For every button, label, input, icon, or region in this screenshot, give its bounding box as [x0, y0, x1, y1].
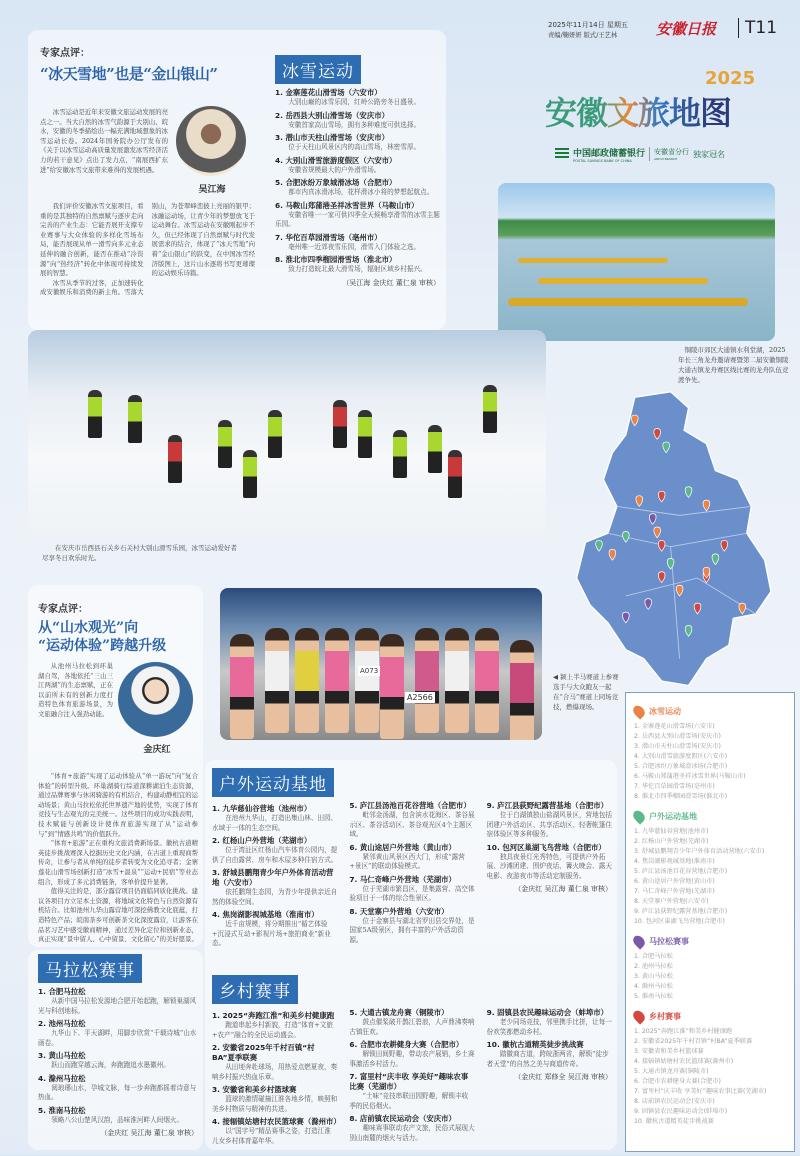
legend-item: 4. 接辐镇姑塘村农民篮球赛(滁州市) — [634, 1058, 734, 1065]
masthead — [548, 18, 793, 48]
item-desc: 致力打造皖北最大滑雪场，辐射区域乡村振兴。 — [288, 265, 427, 273]
item-desc: 都市内真冰滑冰场，花样滑冰小将的梦想起航点。 — [288, 188, 434, 196]
legend-item: 3. 潜山市天柱山滑雪场(安庆市) — [634, 743, 721, 750]
expert-body-cont — [40, 202, 255, 320]
legend-item: 2. 红杨山户外营地(芜湖市) — [634, 838, 709, 845]
skier-figure — [333, 400, 347, 448]
skier-figure — [218, 420, 232, 468]
legend-list — [634, 1027, 786, 1127]
list-item — [212, 910, 337, 949]
item-name: 6. 合肥市农耕健身大赛（合肥市） — [349, 1040, 464, 1049]
item-desc: 在池州九华山，打造出集山林、田园、水域于一体的生态空间。 — [212, 814, 338, 832]
legend-item: 8. 天堂寨户外营地(六安市) — [634, 898, 709, 905]
list-item — [212, 836, 337, 865]
logo-year: 2025 — [705, 68, 756, 89]
item-desc: 从新中国马拉松发源地合肥开始起跑，解锁巢湖风光与科创地标。 — [38, 997, 197, 1015]
expert-title-line2: “运动体验”跨越升级 — [38, 638, 167, 654]
expert-name: 吴江海 — [198, 185, 226, 195]
branch-name: 安徽省分行 — [654, 148, 690, 156]
list-item — [275, 233, 440, 253]
list-item — [349, 843, 474, 872]
editors: 责编/鞠妍妍 版式/王艺林 — [548, 32, 618, 39]
list-item — [275, 178, 440, 198]
item-name: 5. 大通古镇龙舟赛（铜陵市） — [349, 1008, 449, 1017]
skier-figure — [128, 395, 142, 443]
runner-figure — [265, 628, 289, 733]
item-name: 3. 舒城县鹏翔青少年户外体育活动营地（六安市） — [212, 868, 334, 887]
paragraph: “体育+旅游”实现了运动体验从“单一游玩”向“复合体验”的转型升级。环巢湖骑行综道深耕湖泊生态资源，通过品牌赛事与休闲骑游的有机结合，构建动静相宜的运动场景；黄山马拉松依托世界遗产地的优势，实现了体育竞技与生态观光的完美统一。这些项目的成功实践表明，技术赋能与创新设计使体育旅游实现了从“运动参与”到“情感共鸣”的价值跃升。 — [38, 772, 198, 838]
marathon-caption — [553, 672, 619, 712]
item-desc: 依托鹏翔生态园，为青少年提供亲近自然的体验空间。 — [212, 888, 338, 906]
section-heading: 户外运动基地 — [212, 768, 334, 797]
skier-figure — [358, 410, 372, 458]
legend-list — [634, 952, 786, 1002]
item-desc: 大别山巅的冰雪乐园，红岭公路旁冬日盛景。 — [288, 98, 421, 106]
item-desc: 踏徽商古道，跨皖浙两省，解锁“徒步者天堂”的自然之美与商道传奇。 — [486, 1050, 609, 1068]
legend-item: 9. 庐江县荻野纪露营基地(合肥市) — [634, 908, 728, 915]
sponsor-english: POSTAL SAVINGS BANK OF CHINA — [573, 158, 632, 163]
race-bib: A073 — [360, 667, 379, 675]
item-name: 3. 潜山市天柱山滑雪场（安庆市） — [275, 133, 389, 142]
ski-caption: 在安庆市岳西县石关乡石关村大别山滑雪乐园，冰雪运动爱好者尽享冬日欢乐时光。 — [42, 544, 237, 562]
item-name: 6. 黄山途居户外营地（黄山市） — [349, 842, 456, 852]
list-item — [349, 875, 474, 904]
list-item — [38, 1106, 198, 1126]
skier-figure — [483, 385, 497, 433]
expert2 — [38, 600, 198, 945]
map-pin-icon — [631, 808, 647, 824]
item-desc: 领略八公山楚风汉韵，品味淮河畔人间烟火。 — [51, 1115, 184, 1124]
expert-avatar — [176, 106, 246, 176]
legend-group-title — [634, 705, 786, 718]
newspaper-logo: 安徽日报 — [656, 20, 717, 38]
list-item — [212, 1043, 337, 1082]
skier-figure — [243, 450, 257, 498]
legend-item: 3. 舒城县鹏翔青少年户外体育活动营地(六安市) — [634, 848, 765, 855]
legend-item: 8. 店前镇农民运动会(安庆市) — [634, 1098, 715, 1105]
item-desc: 位于金寨县与湖北省罗田县交界处，是国家5A级景区，拥有丰富的户外活动资源。 — [349, 916, 475, 944]
map-pin-icon — [631, 1008, 647, 1024]
list-item — [38, 987, 198, 1016]
branch-english: ANHUI BRANCH — [654, 157, 678, 161]
list-item — [275, 111, 440, 131]
legend-title-text: 马拉松赛事 — [649, 937, 689, 946]
section-heading: 马拉松赛事 — [38, 954, 142, 983]
section-heading: 冰雪运动 — [275, 55, 361, 84]
list-item — [212, 1085, 337, 1114]
item-name: 1. 2025“奔跑江淮”和美乡村健康跑 — [212, 1011, 335, 1020]
paragraph: 从池州马拉松到环巢湖自驾，各地依托“三山三江两湖”的生态禀赋，正在以前所未有的创新力度打造特色体育旅游场景，为文旅融合注入强劲动能。 — [38, 662, 113, 718]
item-desc: 位于白湖镇独山盐湖风景区，营地包括团建户外活动区、共享活动区、轻奢帐篷住宿体验区等多种服务。 — [486, 811, 612, 838]
legend-item: 7. 华佗百草园滑雪场(亳州市) — [634, 783, 715, 790]
legend-item: 4. 焦岗湖影视城基地(淮南市) — [634, 858, 715, 865]
caption-text: 颍上半马赛道上参赛选手与大众跑友一起在“合马”赛道上同场竞技，燃爆现场。 — [553, 673, 619, 711]
list-item — [487, 1008, 612, 1037]
caption-arrow-icon: ◀ — [553, 673, 561, 681]
expert-kicker: 专家点评： — [40, 48, 90, 59]
skier-figure — [448, 450, 462, 498]
item-desc: 解锁田间野趣，带动农产展销，乡土赛事激活乡村活力。 — [349, 1050, 475, 1068]
expert-body-cont — [38, 772, 198, 945]
legend-group-title — [634, 1010, 786, 1023]
list-item — [275, 133, 440, 153]
list-item — [38, 1019, 198, 1048]
legend-group-title — [634, 810, 786, 823]
sponsor-note: 独家冠名 — [693, 149, 726, 159]
item-name: 2. 池州马拉松 — [38, 1019, 86, 1028]
list-item — [487, 801, 612, 840]
issue-date: 2025年11月14日 星期五 — [548, 21, 628, 29]
item-desc: 老少同场竞技，邻里携手比拼，让每一份欢笑都燃动乡村。 — [486, 1018, 612, 1036]
skier-figure — [268, 410, 282, 458]
paragraph: 冰雪运动是近年来安徽文旅运动发展的亮点之一。当大自然的冰雪气韵源于大别山、皖水，安徽的冬季描绘出一幅充满地域想象的冰雪运动长卷。2024年国务院办公厅发布的《关于以冰雪运动高质量发展激发冰雪经济活力的若干意见》点出了发力点，“南展西扩东进”给安徽冰雪文旅带来难得的发展机遇。 — [40, 108, 168, 174]
legend-list — [634, 722, 786, 802]
item-name: 3. 安徽省和美乡村篮球赛 — [212, 1085, 297, 1094]
item-name: 7. 马仁奇峰户外营地（芜湖市） — [349, 874, 456, 884]
list-item — [38, 1074, 198, 1103]
item-desc: 位于天柱山风景区内的高山雪场，林密雪厚。 — [288, 143, 421, 151]
item-name: 5. 合肥冰纷万象城滑冰场（合肥市） — [275, 178, 397, 187]
legend-title-text: 户外运动基地 — [649, 812, 697, 821]
item-desc: 从田埂奔赴球场，用热爱点燃夏夜，奏响乡村振兴热血乐章。 — [212, 1063, 338, 1081]
skier-figure — [428, 425, 442, 473]
item-name: 4. 大别山滑雪旅游度假区（六安市） — [275, 155, 397, 165]
legend-item: 3. 安徽省和美乡村篮球赛 — [634, 1048, 704, 1055]
runner-figure — [295, 628, 319, 733]
bank-logo-icon — [555, 148, 569, 160]
expert-title-line1: 从“山水观光”向 — [38, 620, 139, 636]
map-legend — [625, 692, 795, 1152]
list-item — [212, 1011, 337, 1040]
item-desc: “土味”竞技串联田园野趣，解锁丰收季的民俗烟火。 — [349, 1092, 469, 1110]
item-name: 8. 店前镇农民运动会（安庆市） — [349, 1114, 456, 1123]
list-item — [212, 868, 337, 907]
runner-figure — [475, 628, 499, 733]
item-desc: 阅琅琊山水，孕城文脉，每一步奔跑都摇着诗意与热血。 — [38, 1083, 197, 1101]
item-name: 8. 淮北市四季榴园滑雪场（淮北市） — [275, 255, 397, 264]
list-item — [275, 201, 440, 230]
legend-list — [634, 827, 786, 927]
section-logo — [545, 60, 785, 140]
legend-item: 1. 金寨莲花山滑雪场(六安市) — [634, 723, 715, 730]
section-heading: 乡村赛事 — [212, 975, 298, 1004]
paragraph: 我们评价安徽冰雪文旅项目，看重的是其独特的自然禀赋与逐步走向完善的产业生态：它能否展开支撑专业赛事与大众体验的多样化雪场布局，能否展现从单一滑雪向多元业态延伸的融合创新，能否在推动“冷资源”向“热经济”转化中体现可持续发展的智慧。 — [40, 202, 144, 278]
legend-item: 9. 固镇县农民趣味运动会(蚌埠市) — [634, 1108, 728, 1115]
item-name: 7. 华佗百草园滑雪场（亳州市） — [275, 232, 382, 242]
legend-group-title — [634, 935, 786, 948]
reviewers: （吴江海 金庆红 董仁泉 审核） — [342, 278, 440, 287]
skier-figure — [88, 390, 102, 438]
paragraph: 值得关注的是，部分露营项目仍面临同质化挑战。建议各项目方立足本土资源，将地域文化特色与自然资源有机结合。比如池州九华山露营地可深挖佛教文化底蕴，打造特色产品；皖南茶乡可创新茶文化深度露营，让游客在品茗习艺中感受徽商精神，通过差异化定位和创新业态，真正实现“景中留人、心中留景、文化留心”的美好愿景。 — [38, 887, 198, 944]
item-name: 8. 天堂寨户外营地（六安市） — [349, 906, 449, 916]
item-name: 10. 徽杭古道精英徒步挑战赛 — [486, 1040, 584, 1049]
item-desc: 以“国字号”精品赛事之姿，打造江淮儿女乡村体育嘉年华。 — [212, 1127, 331, 1145]
item-name: 4. 滁州马拉松 — [38, 1073, 86, 1083]
list-item — [349, 907, 474, 946]
paragraph: 冰雪从季节的过客，正加速转化成安徽娱乐和消费的新主角。雪落大别山，为苍翠峰峦披上亮丽的银甲；冰融运动场，让青少年的梦想放飞于运动舞台。冰雪运动在安徽刚起步不久，但已经体现了自然禀赋与时代发展需求的结合，体现了“冰天雪地”向着“金山银山”的跃变，在中国冰雪经济版图上，这片山水逐将书写更璀璨的运动娱乐诗篇。 — [40, 202, 255, 297]
list-item — [275, 88, 440, 108]
expert-avatar — [118, 662, 193, 737]
item-name: 2. 安徽省2025年千村百镇“村BA”夏季联赛 — [212, 1043, 315, 1062]
legend-title-text: 乡村赛事 — [649, 1012, 681, 1021]
legend-item: 4. 滁州马拉松 — [634, 983, 673, 990]
list-item — [349, 1008, 474, 1037]
item-desc: 近千亩规模，将分期推出“循艺体验+沉浸式互动+影视片场+旅拍商业”新业态。 — [212, 920, 331, 947]
item-desc: 跃山而跑穿越云海，奔跑跑追水墨徽州。 — [51, 1061, 170, 1069]
map-pin-icon — [631, 703, 647, 719]
legend-item: 1. 合肥马拉松 — [634, 953, 673, 960]
legend-item: 10. 包河区巢湖飞鸟营地(合肥市) — [634, 918, 725, 925]
snow-section — [275, 55, 440, 288]
item-name: 2. 红杨山户外营地（芜湖市） — [212, 836, 312, 845]
legend-item: 5. 淮南马拉松 — [634, 993, 673, 1000]
ski-photo — [28, 330, 546, 541]
item-name: 5. 淮南马拉松 — [38, 1105, 86, 1115]
page-number: T11 — [738, 18, 777, 38]
legend-item: 10. 徽杭古道精英徒步挑战赛 — [634, 1118, 714, 1125]
item-desc: 独具夜景灯光秀特色，可提供户外拓展、沙滩团建、围炉夜话、篝火晚会、露天电影、夜游夜市等活动定制服务。 — [486, 852, 612, 880]
reviewers: （金庆红 郑修全 吴江海 审核） — [514, 1073, 612, 1081]
map-pin-icon — [631, 933, 647, 949]
legend-item: 4. 大别山滑雪旅游度假区(六安市) — [634, 753, 728, 760]
reviewers: （金庆红 吴江海 董仁泉 审核） — [100, 1129, 198, 1137]
runner-figure — [445, 628, 469, 733]
anhui-map — [560, 390, 792, 690]
list-item — [349, 1040, 474, 1069]
item-name: 10. 包河区巢湖飞鸟营地（合肥市） — [486, 842, 606, 852]
item-desc: 安徽省规模最大的户外滑雪场。 — [288, 165, 381, 174]
marathon-section — [38, 954, 198, 1138]
rural-section — [212, 975, 612, 1156]
legend-item: 8. 淮北市四季榴园滑雪场(淮北市) — [634, 793, 728, 800]
legend-item: 6. 黄山途居户外营地(黄山市) — [634, 878, 715, 885]
legend-title-text: 冰雪运动 — [649, 707, 681, 716]
marathon-photo — [220, 588, 542, 740]
item-name: 6. 马鞍山郑蒲港圣祥冰雪世界（马鞍山市） — [275, 200, 419, 210]
legend-item: 5. 合肥冰纷万象城滑冰场(合肥市) — [634, 763, 728, 770]
item-name: 1. 金寨莲花山滑雪场（六安市） — [275, 88, 382, 97]
runner-figure — [355, 628, 379, 733]
outdoor-section — [212, 768, 612, 973]
item-desc: 安徽首家高山雪场，拥有多种难度可供选择。 — [288, 120, 421, 129]
item-name: 4. 焦岗湖影视城基地（淮南市） — [212, 910, 319, 919]
dragon-boat-photo — [498, 183, 775, 341]
dragon-boat-caption: 铜陵市郊区大通镇水利堂湖，2025年长三角龙舟邀请赛暨第二届安徽铜陵大通古镇龙舟赛区线比赛的龙舟队伍竞渡争先。 — [678, 346, 789, 384]
item-name: 5. 庐江县汤池百花谷营地（合肥市） — [349, 801, 471, 810]
expert-name: 金庆红 — [143, 745, 171, 755]
item-name: 4. 接辐镇姑塘村农民篮球赛（滁州市） — [212, 1117, 341, 1126]
list-item — [349, 1114, 474, 1143]
item-desc: 跑道串起乡村新貌，打造“体育+文旅+农产”融合的全民运动盛会。 — [212, 1021, 333, 1039]
item-name: 9. 庐江县荻野纪露营基地（合肥市） — [486, 801, 609, 810]
legend-item: 2. 池州马拉松 — [634, 963, 673, 970]
item-name: 9. 固镇县农民趣味运动会（蚌埠市） — [486, 1008, 609, 1017]
legend-item: 7. 马仁奇峰户外营地(芜湖市) — [634, 888, 715, 895]
legend-item: 5. 庐江县汤池百花谷营地(合肥市) — [634, 868, 728, 875]
list-item — [349, 1072, 474, 1111]
list-item — [487, 843, 612, 882]
sponsor-name: 中国邮政储蓄银行 — [573, 148, 646, 159]
runner-figure — [325, 628, 349, 733]
item-desc: 亳州唯一近郊夜雪乐园，滑雪入门体验之选。 — [288, 242, 421, 251]
item-desc: 鼓点催桨破开鹊江碧浪，人声鼎沸奏响古镇狂欢。 — [349, 1018, 475, 1036]
legend-item: 2. 岳西县大别山滑雪场(安庆市) — [634, 733, 721, 740]
legend-item: 1. 2025“奔跑江淮”和美乡村健康跑 — [634, 1028, 733, 1035]
skier-figure — [393, 430, 407, 478]
item-desc: 九华山下、平天湖畔，用脚步欣赏“千载诗城”山水画卷。 — [38, 1029, 197, 1047]
item-name: 2. 岳西县大别山滑雪场（安庆市） — [275, 110, 389, 120]
item-desc: 安徽省唯一一家可供四季全天候畅享滑雪的冰雪主题乐园。 — [275, 210, 440, 228]
item-desc: 位于湾沚区红杨山汽车体育公园内，提供了自由露营、房车和木屋多种住宿方式。 — [212, 846, 338, 864]
item-desc: 紧邻黄山风景区西大门，形成“露营+景区”的联动体验模式。 — [349, 852, 465, 870]
legend-item: 5. 大通古镇龙舟赛(铜陵市) — [634, 1068, 709, 1075]
legend-item: 6. 马鞍山郑蒲港圣祥冰雪世界(马鞍山市) — [634, 773, 746, 780]
list-item — [38, 1051, 198, 1071]
skier-figure — [168, 435, 182, 483]
runner-figure — [415, 628, 439, 733]
expert-body — [40, 108, 168, 175]
expert-body — [38, 662, 113, 768]
legend-item: 3. 黄山马拉松 — [634, 973, 673, 980]
legend-item: 1. 九华慈仙谷营地(池州市) — [634, 828, 709, 835]
expert-kicker: 专家点评： — [38, 604, 88, 615]
reviewers: （金庆红 吴江海 董仁泉 审核） — [514, 885, 612, 893]
legend-item: 2. 安徽省2025年千村百镇“村BA”夏季联赛 — [634, 1038, 753, 1045]
item-name: 7. 富里村“庆丰收 享美好”趣味农事比赛（芜湖市） — [349, 1072, 469, 1091]
legend-item: 7. 富里村“庆丰收 享美好”趣味农事比赛(芜湖市) — [634, 1088, 767, 1095]
item-name: 1. 合肥马拉松 — [38, 987, 86, 996]
list-item — [349, 801, 474, 840]
runner-figure — [230, 634, 254, 739]
item-desc: 篮球的激情碰撞江淮各地乡情，映照和美乡村物质与精神的共进。 — [212, 1095, 338, 1113]
item-name: 1. 九华慈仙谷营地（池州市） — [212, 804, 312, 813]
runner-figure — [380, 634, 404, 739]
logo-text: 安徽文旅地图 — [545, 88, 731, 134]
item-desc: 趣味赛事联动农产文旅，民俗式展现大别山南麓的烟火与活力。 — [349, 1124, 475, 1142]
list-item — [487, 1040, 612, 1069]
race-bib: A2566 — [407, 693, 433, 702]
list-item — [275, 156, 440, 176]
expert1 — [40, 44, 262, 324]
expert-title: “冰天雪地”也是“金山银山” — [40, 65, 218, 83]
legend-item: 6. 合肥市农耕健身大赛(合肥市) — [634, 1078, 721, 1085]
list-item — [212, 1117, 341, 1146]
item-name: 3. 黄山马拉松 — [38, 1051, 86, 1060]
paragraph: “体育+旅游”正在重构文旅消费新场景。徽杭古道精英徒步挑战赛深入挖掘历史文化内涵，在古道上重现商帮传奇，让参与者从单纯的徒步者转变为文化追寻者；金寨莲花山滑雪场创新打造“冰雪+温泉”“运动+民宿”等业态组合，形成了多元消费链条，客单价提升显著。 — [38, 839, 198, 886]
list-item — [212, 804, 337, 833]
item-desc: 位于芜湖市繁昌区，是集露营、高空体验项目于一体的综合性景区。 — [349, 884, 475, 902]
item-desc: 毗邻金汤湖，包含滨水花海区、茶谷展示区、茶谷活动区、茶谷观光区4个主题区域。 — [349, 811, 475, 838]
list-item — [275, 255, 440, 275]
runner-figure — [510, 640, 534, 740]
sponsor — [555, 143, 795, 165]
